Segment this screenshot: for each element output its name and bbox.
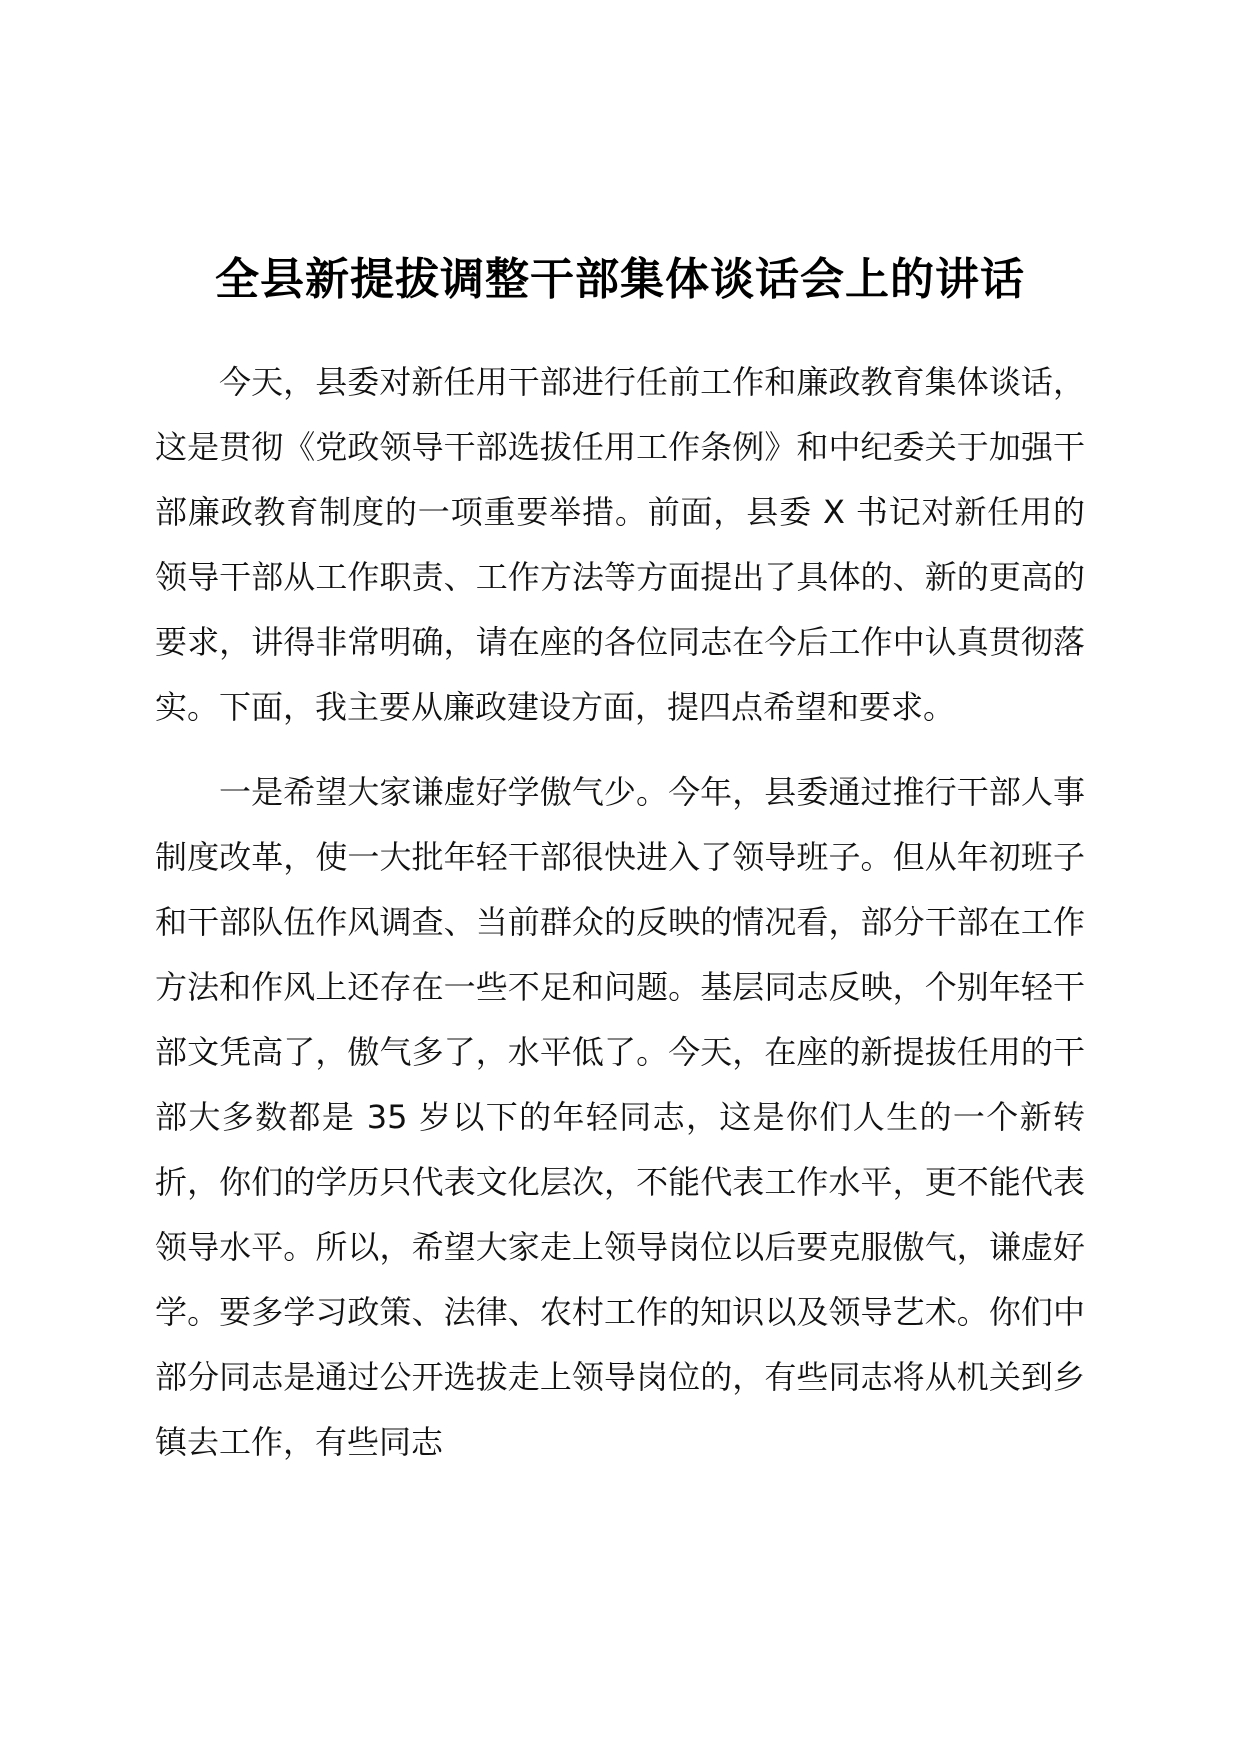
document-body bbox=[155, 350, 1085, 1495]
document-title: 全县新提拔调整干部集体谈话会上的讲话 bbox=[215, 254, 1025, 305]
paragraph-point-one: 一是希望大家谦虚好学傲气少。今年，县委通过推行干部人事制度改革，使一大批年轻干部很快进入了领导班子。但从年初班子和干部队伍作风调查、当前群众的反映的情况看，部分干部在工作方法和作风上还存在一些不足和问题。基层同志反映，个别年轻干部文凭高了，傲气多了，水平低了。今天，在座的新提拔任用的干部大多数都是 35 岁以下的年轻同志，这是你们人生的一个新转折，你们的学历只代表文化层次，不能代表工作水平，更不能代表领导水平。所以，希望大家走上领导岗位以后要克服傲气，谦虚好学。要多学习政策、法律、农村工作的知识以及领导艺术。你们中部分同志是通过公开选拔走上领导岗位的，有些同志将从机关到乡镇去工作，有些同志 bbox=[155, 773, 1085, 1461]
paragraph-intro: 今天，县委对新任用干部进行任前工作和廉政教育集体谈话，这是贯彻《党政领导干部选拔任用工作条例》和中纪委关于加强干部廉政教育制度的一项重要举措。前面，县委 X 书记对新任用的领导干部从工作职责、工作方法等方面提出了具体的、新的更高的要求，讲得非常明确，请在座的各位同志在今后工作中认真贯彻落实。下面，我主要从廉政建设方面，提四点希望和要求。 bbox=[155, 363, 1085, 726]
